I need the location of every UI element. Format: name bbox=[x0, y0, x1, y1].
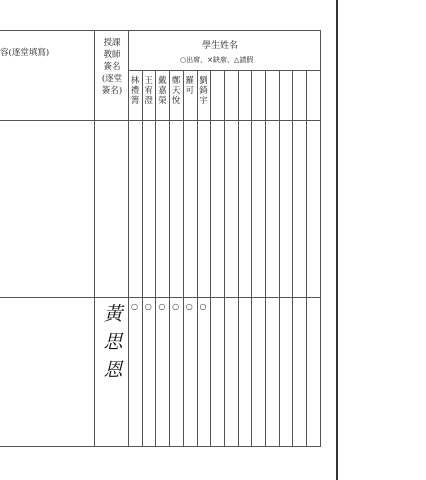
student-column-divider bbox=[210, 70, 211, 447]
student-column-divider bbox=[169, 70, 170, 447]
student-column-divider bbox=[238, 70, 239, 447]
student-column-divider bbox=[155, 70, 156, 447]
teacher-header-line-2: 教師 bbox=[103, 50, 121, 60]
student-name: 林禮箐 bbox=[130, 76, 140, 106]
teacher-header-line-4: (逐堂 bbox=[101, 74, 123, 84]
attendance-mark: ○ bbox=[172, 302, 180, 311]
signature-char: 黃 bbox=[103, 303, 123, 325]
student-column-divider bbox=[197, 70, 198, 447]
attendance-mark: ○ bbox=[199, 302, 207, 311]
attendance-mark: ○ bbox=[158, 302, 166, 311]
student-name: 劉錡宇 bbox=[199, 76, 208, 106]
header-bottom-border bbox=[0, 120, 320, 121]
student-column-divider bbox=[279, 70, 280, 447]
student-column-divider bbox=[224, 70, 225, 447]
teacher-header-line-3: 簽名 bbox=[103, 62, 121, 72]
student-column-divider bbox=[183, 70, 184, 447]
content-col-right-border bbox=[94, 30, 95, 447]
attendance-mark: ○ bbox=[131, 302, 138, 311]
table-bottom-border bbox=[0, 446, 320, 447]
teacher-header-line-1: 授課 bbox=[103, 38, 121, 48]
student-column-divider bbox=[292, 70, 293, 447]
student-column-divider bbox=[251, 70, 252, 447]
lesson-top-border bbox=[0, 297, 320, 298]
signature-char: 恩 bbox=[103, 359, 123, 381]
signature-char: 思 bbox=[103, 331, 123, 353]
page-edge bbox=[336, 0, 338, 480]
attendance-mark: ○ bbox=[144, 302, 152, 311]
student-name: 羅可 bbox=[185, 76, 195, 96]
teacher-header-line-5: 簽名) bbox=[101, 86, 123, 96]
student-name: 鄭天悅 bbox=[171, 76, 181, 106]
student-column-divider bbox=[142, 70, 143, 447]
content-column-header: 容(逐堂填寫) bbox=[0, 48, 50, 58]
teacher-signature bbox=[100, 300, 126, 384]
table-right-border bbox=[320, 30, 321, 447]
student-name: 王宥澄 bbox=[144, 76, 153, 106]
attendance-mark: ○ bbox=[185, 302, 193, 311]
table-top-border bbox=[0, 30, 320, 31]
students-title: 學生姓名 bbox=[202, 41, 239, 51]
student-name: 戴嘉榮 bbox=[158, 76, 167, 106]
student-column-divider bbox=[265, 70, 266, 447]
student-column-divider bbox=[306, 70, 307, 447]
teacher-column-header bbox=[96, 37, 128, 97]
attendance-legend: ○出席、×缺席、△請假 bbox=[180, 56, 254, 64]
